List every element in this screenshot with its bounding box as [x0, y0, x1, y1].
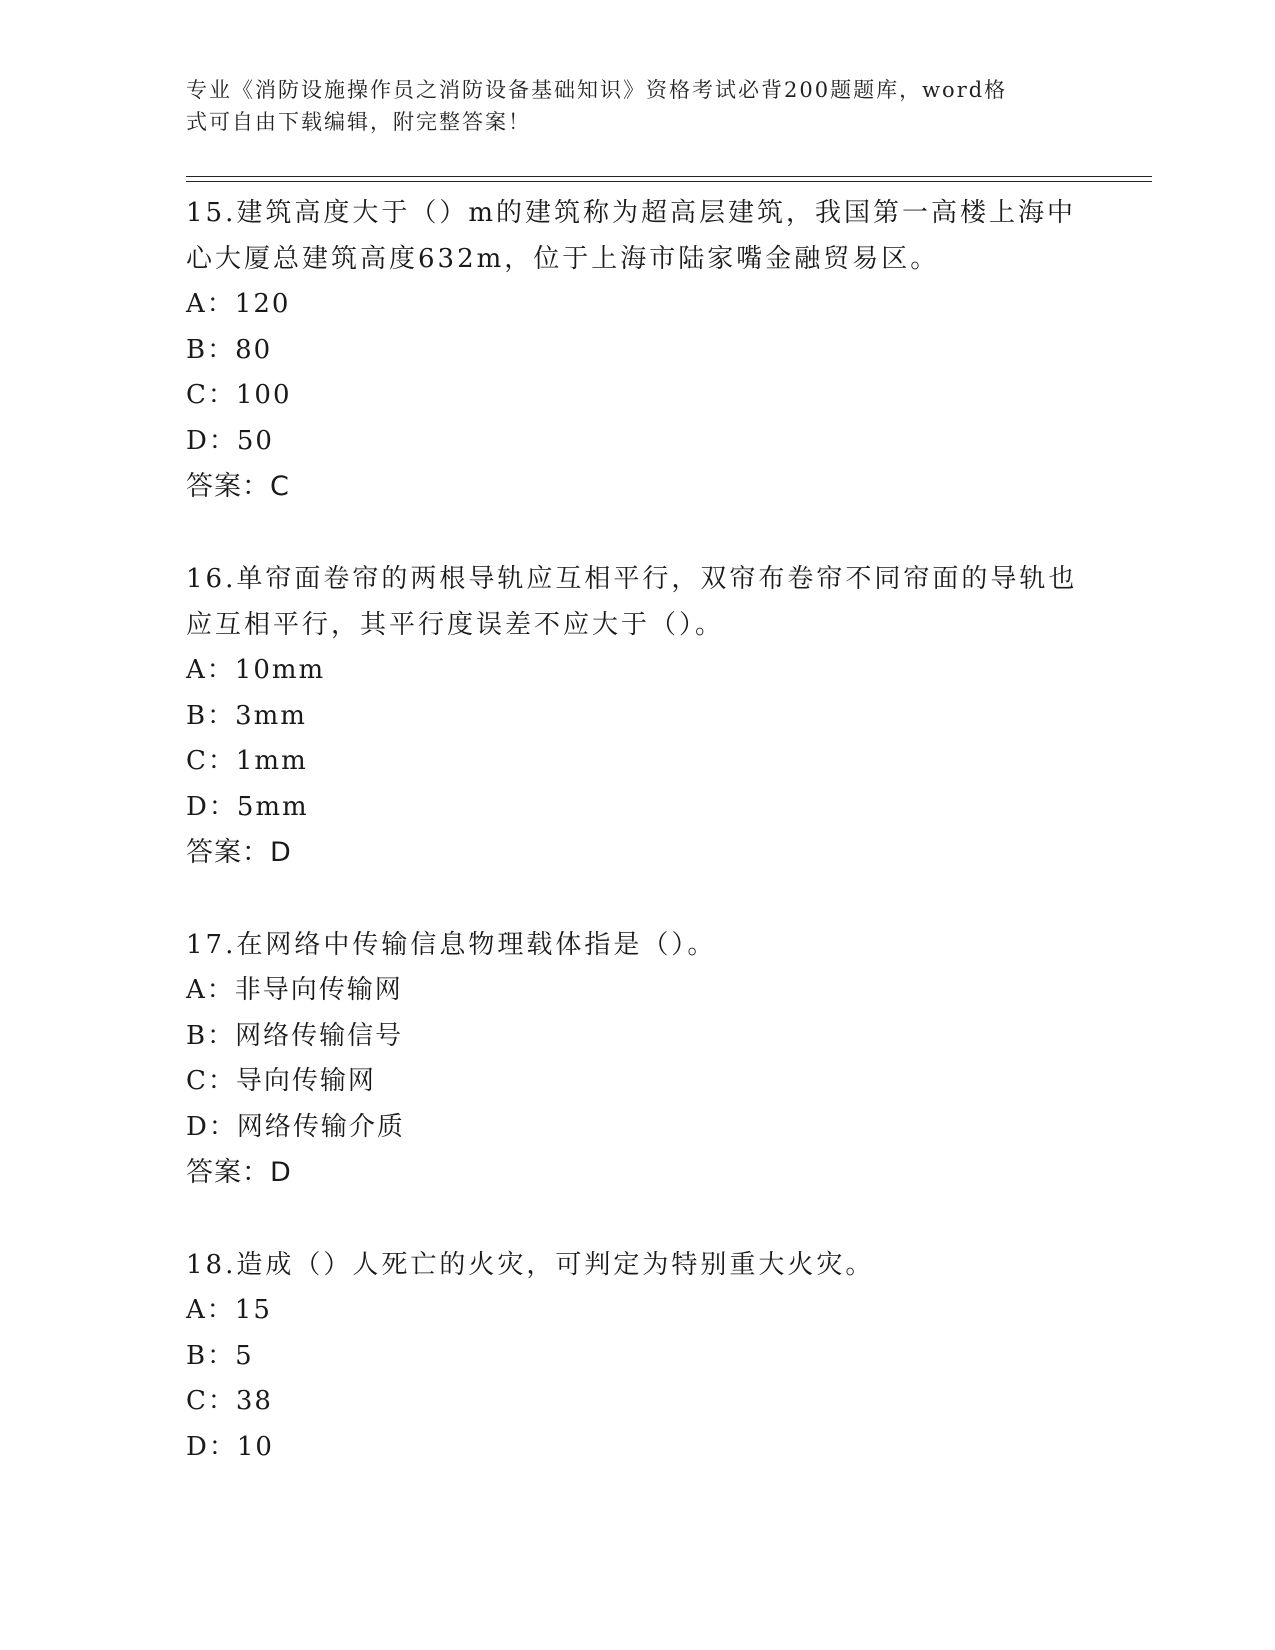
- question-stem-line: 应互相平行，其平行度误差不应大于（）。: [186, 610, 725, 640]
- question-18: [186, 1242, 1086, 1470]
- option-b: B：网络传输信号: [186, 1020, 404, 1051]
- option-a: A：10mm: [186, 655, 326, 685]
- answer-text: 答案：D: [186, 837, 292, 868]
- question-stem-line: 18.造成（）人死亡的火灾，可判定为特别重大火灾。: [186, 1250, 875, 1280]
- header-rule-bottom: [186, 181, 1152, 182]
- option-d: D：5mm: [186, 791, 309, 822]
- option-d: D：10: [186, 1431, 274, 1462]
- option-c: C：1mm: [186, 746, 308, 776]
- option-a: A：非导向传输网: [186, 975, 403, 1005]
- option-a: A：15: [186, 1295, 272, 1325]
- answer-text: 答案：D: [186, 1157, 292, 1188]
- question-stem-line: 16.单帘面卷帘的两根导轨应互相平行，双帘布卷帘不同帘面的导轨也: [186, 564, 1078, 594]
- option-a: A：120: [186, 289, 291, 319]
- option-b: B：80: [186, 334, 273, 365]
- option-c: C：38: [186, 1386, 273, 1416]
- question-gap: [186, 875, 1086, 922]
- question-gap: [186, 1195, 1086, 1242]
- option-d: D：50: [186, 425, 274, 456]
- option-c: C：导向传输网: [186, 1066, 376, 1096]
- header-line-2: 式可自由下载编辑，附完整答案！: [186, 110, 531, 134]
- option-b: B：5: [186, 1340, 254, 1371]
- question-stem-line: 心大厦总建筑高度632m，位于上海市陆家嘴金融贸易区。: [186, 244, 940, 274]
- question-gap: [186, 509, 1086, 556]
- question-17: [186, 922, 1086, 1195]
- document-header: [186, 74, 1066, 138]
- header-line-1: 专业《消防设施操作员之消防设备基础知识》资格考试必背200题题库，word格: [186, 78, 1008, 102]
- header-rule-top: [186, 176, 1152, 177]
- option-d: D：网络传输介质: [186, 1111, 405, 1142]
- option-c: C：100: [186, 380, 292, 410]
- answer-text: 答案：C: [186, 471, 290, 502]
- question-stem-line: 15.建筑高度大于（）m的建筑称为超高层建筑，我国第一高楼上海中: [186, 198, 1077, 228]
- question-list: [186, 190, 1086, 1470]
- question-15: [186, 190, 1086, 509]
- question-stem-line: 17.在网络中传输信息物理载体指是（）。: [186, 930, 717, 960]
- question-16: [186, 556, 1086, 875]
- option-b: B：3mm: [186, 700, 307, 731]
